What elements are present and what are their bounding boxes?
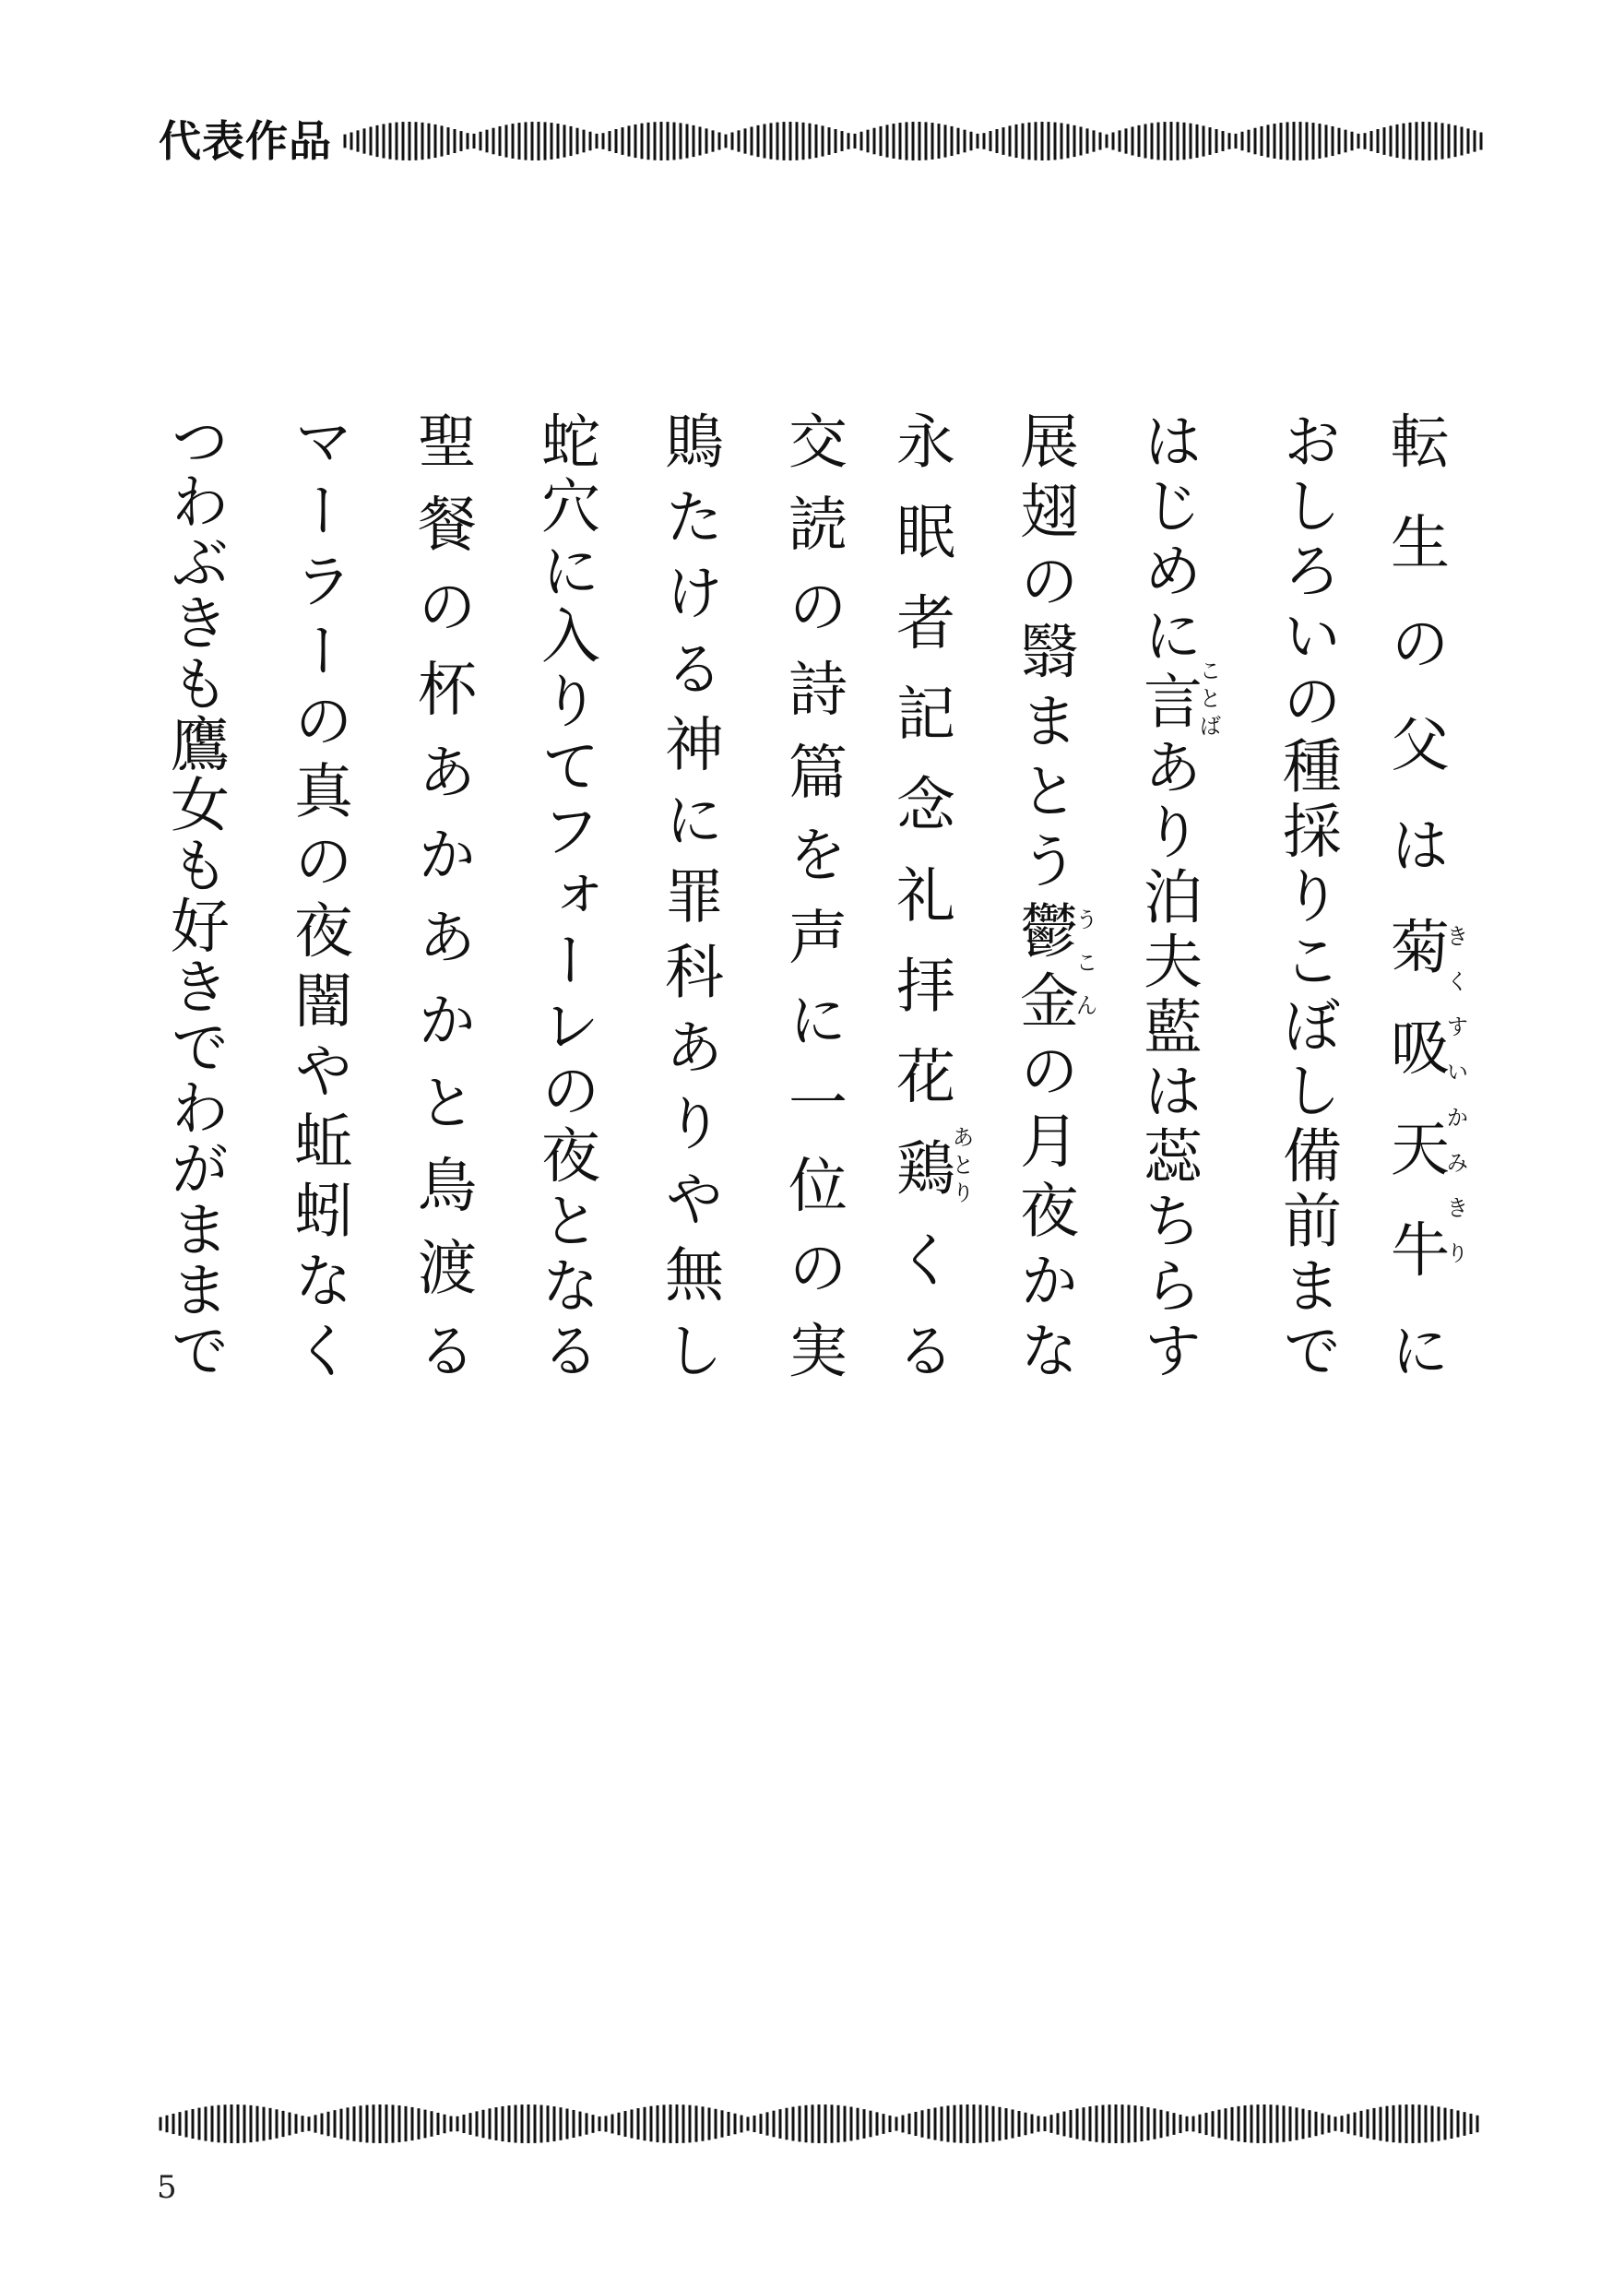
poem-line	[262, 410, 354, 1379]
ruby-base: 鬱金	[1010, 899, 1078, 1040]
poem-text: 交読の詩篇を声に一位の実	[778, 410, 847, 1379]
section-title: 代表作品	[159, 116, 332, 166]
ruby-reading: あとり	[948, 1125, 974, 1209]
poem-line	[880, 410, 972, 1379]
poem-text: の月夜かな	[1010, 1039, 1078, 1380]
ruby-reading: ことば	[1195, 658, 1221, 742]
poem-text: 展翅の翳まとう	[1010, 410, 1078, 900]
poem-text: 蛇穴に入りてフォーレの夜となる	[531, 410, 599, 1379]
poem-line	[1374, 410, 1466, 1379]
poem-columns	[138, 410, 1466, 1379]
poem-text: くる	[886, 1197, 954, 1380]
ruby-reading: きくすいかみきり	[1442, 915, 1468, 1278]
ruby-base: 鶏	[886, 1125, 954, 1209]
poem-text: 永眠者記念礼拝花	[886, 410, 954, 1137]
poem-line	[138, 410, 231, 1379]
ruby-base: 言	[1133, 658, 1202, 742]
decorative-wave-bottom	[159, 2103, 1487, 2145]
poem-line	[633, 410, 725, 1379]
poem-line	[1127, 410, 1219, 1379]
ruby-base: 菊吸天牛	[1381, 915, 1449, 1321]
poem-text: マーラーの真の夜闇や蚯蚓なく	[284, 410, 352, 1379]
poem-line	[1251, 410, 1343, 1379]
page-number: 5	[157, 2169, 177, 2206]
poem-line	[385, 410, 478, 1379]
footer-rule	[159, 2103, 1487, 2145]
page-header	[159, 109, 1487, 173]
ruby-word	[886, 1125, 974, 1209]
ruby-word	[1381, 915, 1468, 1321]
poem-text: 転生の父は	[1381, 410, 1449, 916]
poem-text: あり泊夫藍は蕊ちらす	[1133, 730, 1202, 1380]
ruby-reading: うこん	[1072, 899, 1097, 1029]
poem-text: に	[1381, 1320, 1449, 1380]
ruby-word	[1010, 899, 1097, 1040]
poem-line	[756, 410, 848, 1379]
poem-text: つわぶきも鷹女も好きでわがままで	[160, 410, 229, 1379]
poem-line	[509, 410, 601, 1379]
poem-text: おしろいの種採りこぼし備前まで	[1273, 410, 1341, 1379]
poem-line	[1003, 410, 1096, 1379]
ruby-word	[1133, 658, 1221, 742]
decorative-wave-top	[343, 120, 1487, 162]
poem-text: はじめに	[1133, 410, 1202, 670]
poem-text: 聖餐の杯あかあかと鳥渡る	[408, 410, 476, 1379]
poem-text: 鵙たける神に罪科ありや無し	[655, 410, 723, 1379]
